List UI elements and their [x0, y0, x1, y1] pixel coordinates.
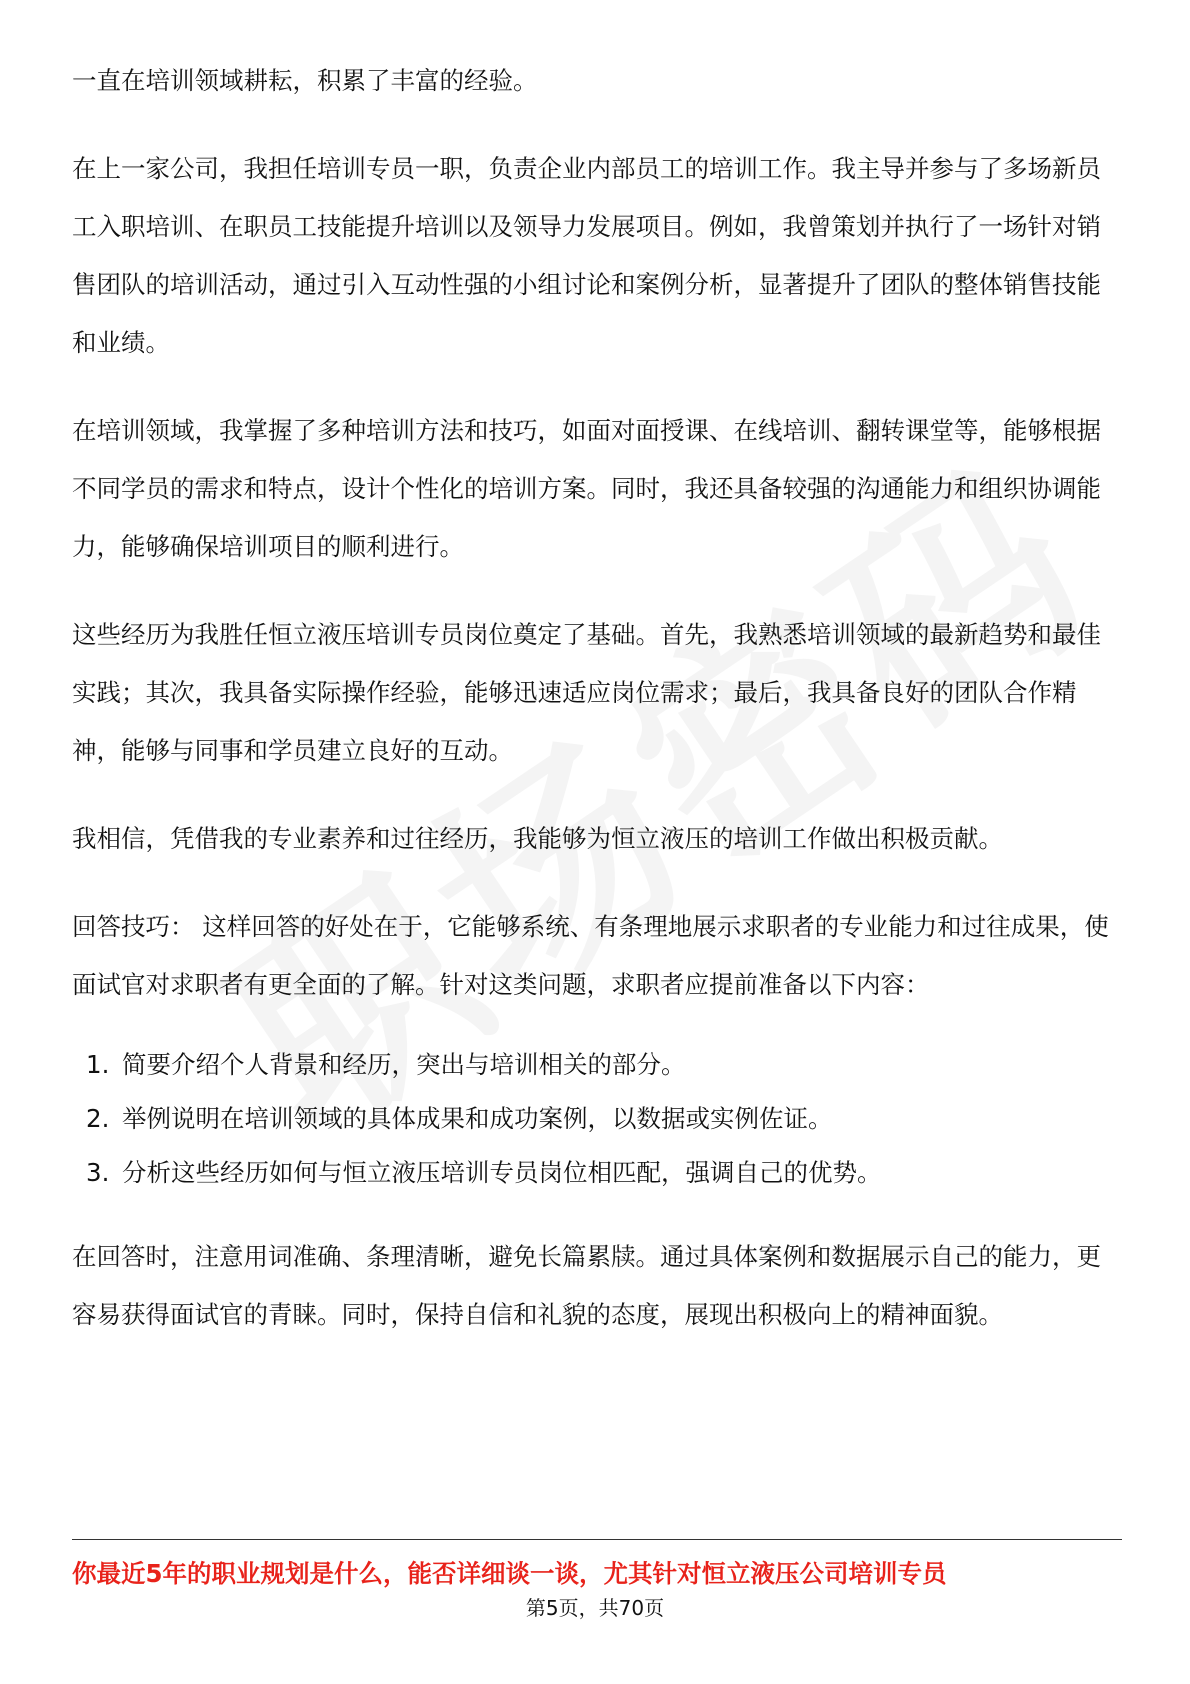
list-item — [72, 1146, 1122, 1200]
divider — [72, 1539, 1122, 1540]
list-item-text: 举例说明在培训领域的具体成果和成功案例，以数据或实例佐证。 — [122, 1104, 833, 1133]
list-item — [72, 1092, 1122, 1146]
paragraph-intro-continuation: 一直在培训领域耕耘，积累了丰富的经验。 — [72, 66, 538, 95]
list-item-text: 简要介绍个人背景和经历，突出与培训相关的部分。 — [122, 1050, 686, 1079]
paragraph-qualification: 这些经历为我胜任恒立液压培训专员岗位奠定了基础。首先，我熟悉培训领域的最新趋势和最佳实践；其次，我具备实际操作经验，能够迅速适应岗位需求；最后，我具备良好的团队合作精神，能够与同事和学员建立良好的互动。 — [72, 620, 1101, 765]
list-item-number: 1. — [86, 1050, 110, 1079]
paragraph-answer-tips: 回答技巧： 这样回答的好处在于，它能够系统、有条理地展示求职者的专业能力和过往成果，使面试官对求职者有更全面的了解。针对这类问题，求职者应提前准备以下内容： — [72, 912, 1109, 999]
paragraph-training-skills: 在培训领域，我掌握了多种培训方法和技巧，如面对面授课、在线培训、翻转课堂等，能够根据不同学员的需求和特点，设计个性化的培训方案。同时，我还具备较强的沟通能力和组织协调能力，能够确保培训项目的顺利进行。 — [72, 416, 1101, 561]
next-question-heading: 你最近5年的职业规划是什么，能否详细谈一谈，尤其针对恒立液压公司培训专员 — [72, 1559, 947, 1588]
page-number: 第5页，共70页 — [525, 1596, 665, 1620]
paragraph-belief: 我相信，凭借我的专业素养和过往经历，我能够为恒立液压的培训工作做出积极贡献。 — [72, 824, 1003, 853]
list-item-text: 分析这些经历如何与恒立液压培训专员岗位相匹配，强调自己的优势。 — [122, 1158, 882, 1187]
document-body — [72, 52, 1122, 1344]
list-item-number: 3. — [86, 1158, 110, 1187]
paragraph-previous-company: 在上一家公司，我担任培训专员一职，负责企业内部员工的培训工作。我主导并参与了多场新员工入职培训、在职员工技能提升培训以及领导力发展项目。例如，我曾策划并执行了一场针对销售团队的培训活动，通过引入互动性强的小组讨论和案例分析，显著提升了团队的整体销售技能和业绩。 — [72, 154, 1101, 357]
list-item-number: 2. — [86, 1104, 110, 1133]
list-item — [72, 1038, 1122, 1092]
tips-list — [72, 1038, 1122, 1200]
paragraph-answer-advice: 在回答时，注意用词准确、条理清晰，避免长篇累牍。通过具体案例和数据展示自己的能力，更容易获得面试官的青睐。同时，保持自信和礼貌的态度，展现出积极向上的精神面貌。 — [72, 1242, 1101, 1329]
